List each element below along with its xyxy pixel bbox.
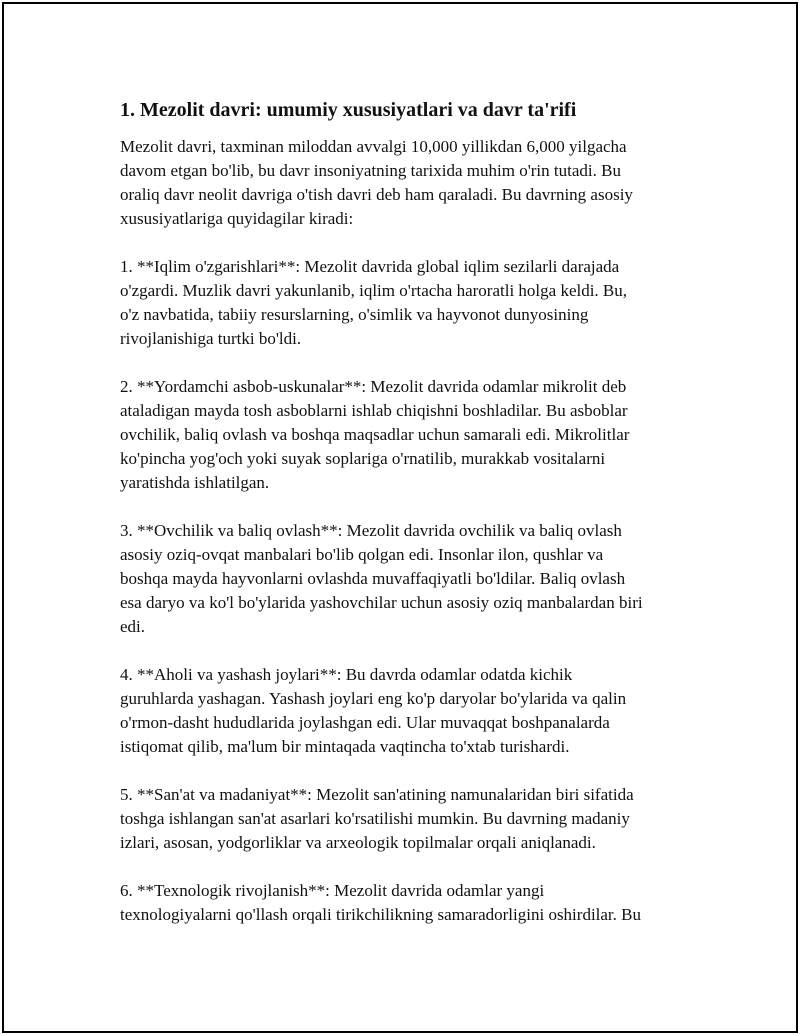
page-frame	[2, 2, 798, 1033]
paragraph-hunting-fishing: 3. **Ovchilik va baliq ovlash**: Mezolit davrida ovchilik va baliq ovlash asosiy oziq-ovqat manbalari bo'lib qolgan edi. Insonlar ilon, qushlar va boshqa mayda hayvonlarni ovlashda muvaffaqiyatli bo'ldilar. Baliq ovlash esa daryo va ko'l bo'ylarida yashovchilar uchun asosiy oziq manbalardan biri edi.	[120, 521, 643, 636]
paragraph-climate-changes: 1. **Iqlim o'zgarishlari**: Mezolit davrida global iqlim sezilarli darajada o'zgardi. Muzlik davri yakunlanib, iqlim o'rtacha haroratli holga keldi. Bu, o'z navbatida, tabiiy resurslarning, o'simlik va hayvonot dunyosining rivojlanishiga turtki bo'ldi.	[120, 257, 628, 348]
intro-paragraph: Mezolit davri, taxminan miloddan avvalgi 10,000 yillikdan 6,000 yilgacha davom etgan bo'lib, bu davr insoniyatning tarixida muhim o'rin tutadi. Bu oraliq davr neolit davriga o'tish davri deb ham qaraladi. Bu davrning asosiy xususiyatlariga quyidagilar kiradi:	[120, 137, 633, 228]
paragraph-population-settlements: 4. **Aholi va yashash joylari**: Bu davrda odamlar odatda kichik guruhlarda yashagan. Yashash joylari eng ko'p daryolar bo'ylarida va qalin o'rmon-dasht hududlarida joylashgan edi. Ular muvaqqat boshpanalarda istiqomat qilib, ma'lum bir mintaqada vaqtincha to'xtab turishardi.	[120, 665, 627, 756]
section-title: 1. Mezolit davri: umumiy xususiyatlari va davr ta'rifi	[120, 99, 577, 121]
paragraph-tools: 2. **Yordamchi asbob-uskunalar**: Mezolit davrida odamlar mikrolit deb ataladigan mayda tosh asboblarni ishlab chiqishni boshladilar. Bu asboblar ovchilik, baliq ovlash va boshqa maqsadlar uchun samarali edi. Mikrolitlar ko'pincha yog'och yoki suyak soplariga o'rnatilib, murakkab vositalarni yaratishda ishlatilgan.	[120, 377, 630, 492]
paragraph-technology: 6. **Texnologik rivojlanish**: Mezolit davrida odamlar yangi texnologiyalarni qo'llash orqali tirikchilikning samaradorligini oshirdilar. Bu	[120, 881, 641, 924]
paragraph-art-culture: 5. **San'at va madaniyat**: Mezolit san'atining namunalaridan biri sifatida toshga ishlangan san'at asarlari ko'rsatilishi mumkin. Bu davrning madaniy izlari, asosan, yodgorliklar va arxeologik topilmalar orqali aniqlanadi.	[120, 785, 634, 852]
document-body	[120, 97, 720, 951]
